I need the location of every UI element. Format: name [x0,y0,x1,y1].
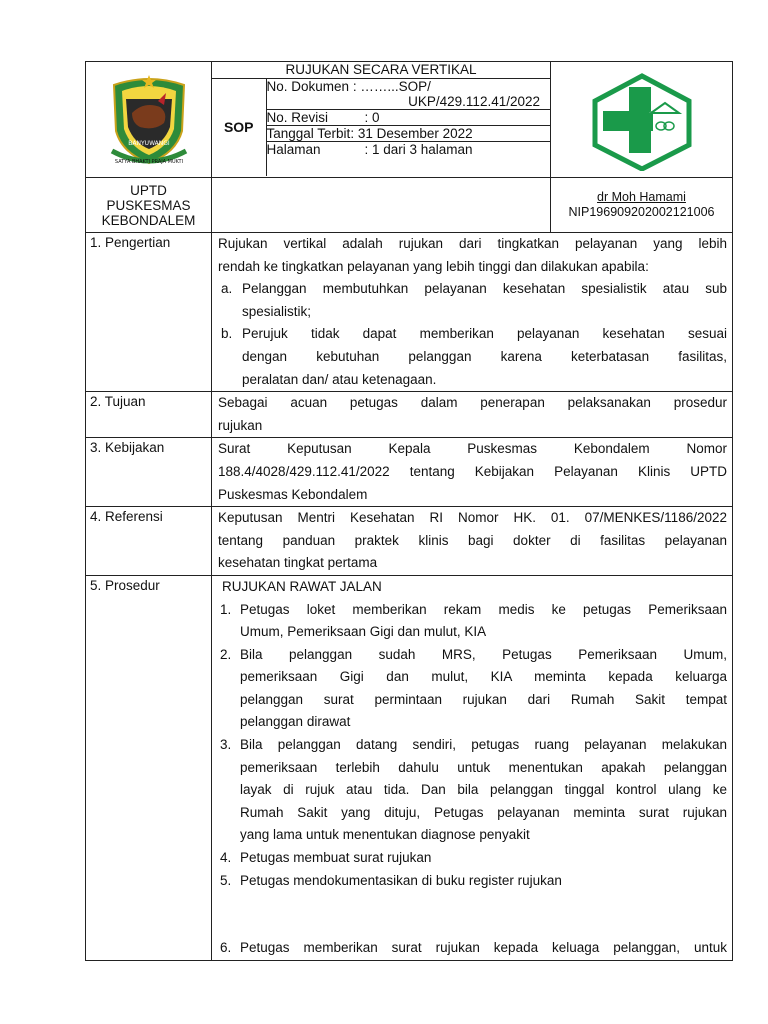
no-dokumen-row [266,78,550,109]
tujuan-line: rujukan [218,417,263,433]
halaman-value: : 1 dari 3 halaman [364,141,473,157]
list-marker: a. [221,281,233,297]
section-label-referensi: 4. Referensi [86,507,212,576]
header-info-cell [212,62,551,178]
org-cell [86,178,212,233]
blank-gap [218,892,727,937]
list-marker: 2. [220,646,232,662]
kebijakan-line: Puskesmas Kebondalem [218,486,368,502]
seal-text-bottom: SATYA BHAKTI PRAJA MUKTI [114,159,183,165]
list-item-line: Bila pelanggan sudah MRS, Petugas Pemeriksaan Umum, [240,646,727,662]
section-label-kebijakan: 3. Kebijakan [86,438,212,507]
section-label-pengertian: 1. Pengertian [86,233,212,392]
section-body-pengertian [212,233,733,392]
list-item [218,599,727,644]
list-item [218,278,727,323]
no-dokumen-label: No. Dokumen [266,78,350,94]
list-item-line: Petugas mendokumentasikan di buku register rujukan [240,872,562,888]
list-marker: 5. [220,872,232,888]
list-item-line: peralatan dan/ atau ketenagaan. [242,371,437,387]
list-item-line: Petugas loket memberikan rekam medis ke petugas Pemeriksaan [240,601,727,617]
list-marker: 4. [220,850,232,866]
no-revisi-row [266,109,550,125]
signer-name: dr Moh Hamami [597,190,686,204]
section-body-prosedur [212,575,733,960]
list-item [218,323,727,391]
list-item-line: Perujuk tidak dapat memberikan pelayanan kesehatan sesuai [242,326,727,342]
section-body-referensi [212,507,733,576]
list-item-line: pemeriksaan terlebih dahulu untuk menentukan apakah pelanggan [240,759,727,775]
list-item-line: spesialistik; [242,303,312,319]
no-dokumen-value-2: UKP/429.112.41/2022 [408,93,540,109]
list-item-line: yang lama untuk menentukan diagnose penyakit [240,827,530,843]
section-label-tujuan: 2. Tujuan [86,392,212,438]
referensi-line: tentang panduan praktek klinis bagi dokter di fasilitas pelayanan [218,532,727,548]
sop-label: SOP [212,78,266,176]
seal-cell [86,62,212,178]
org-line-1: UPTD [130,183,167,198]
list-item-line: Bila pelanggan datang sendiri, petugas ruang pelayanan melakukan [240,737,727,753]
kebijakan-line: 188.4/4028/429.112.41/2022 tentang Kebijakan Pelayanan Klinis UPTD [218,463,727,479]
prosedur-heading: RUJUKAN RAWAT JALAN [222,578,382,594]
list-item [218,847,727,870]
list-item-line: Petugas membuat surat rujukan [240,850,432,866]
puskesmas-logo-icon [589,73,695,171]
org-line-2: PUSKESMAS [106,198,191,213]
kebijakan-line: Surat Keputusan Kepala Puskesmas Kebondalem Nomor [218,441,727,457]
list-item [218,937,727,960]
document-title: RUJUKAN SECARA VERTIKAL [212,62,550,78]
tanggal-terbit-value: : 31 Desember 2022 [350,125,473,141]
pengertian-line: rendah ke tingkatkan pelayanan yang lebih tinggi dan dilakukan apabila: [218,258,649,274]
seal-text-top: BANYUWANGI [127,140,170,147]
list-marker: 1. [220,601,232,617]
header-info-table [212,62,550,176]
no-revisi-value: : 0 [364,109,380,125]
logo-cell [551,62,733,178]
section-body-tujuan [212,392,733,438]
signer-cell [551,178,733,233]
list-item-line: pemeriksaan Gigi dan mulut, KIA meminta kepada keluarga [240,669,727,685]
referensi-line: kesehatan tingkat pertama [218,555,378,571]
list-item [218,644,727,734]
list-marker: b. [221,326,233,342]
halaman-row [266,141,550,176]
list-item [218,734,727,847]
org-line-3: KEBONDALEM [101,213,196,228]
list-item-line: dengan kebutuhan pelanggan karena keterbatasan fasilitas, [242,348,727,364]
pengertian-line: Rujukan vertikal adalah rujukan dari tingkatkan pelayanan yang lebih [218,236,727,251]
sop-table [85,61,733,961]
section-label-prosedur: 5. Prosedur [86,575,212,960]
banyuwangi-seal-icon [104,71,194,171]
list-item-line: Pelanggan membutuhkan pelayanan kesehatan spesialistik atau sub [242,281,727,297]
list-item-line: pelanggan dirawat [240,714,351,730]
tanggal-terbit-label: Tanggal Terbit [266,125,351,141]
list-marker: 6. [220,940,232,956]
halaman-label: Halaman [266,141,321,157]
no-revisi-label: No. Revisi [266,109,329,125]
tanggal-terbit-row [266,125,550,141]
signer-nip: NIP196909202002121006 [568,205,715,219]
tujuan-line: Sebagai acuan petugas dalam penerapan pelaksanakan prosedur [218,395,727,411]
list-item-line: Umum, Pemeriksaan Gigi dan mulut, KIA [240,624,487,640]
list-marker: 3. [220,737,232,753]
list-item-line: layak di rujuk atau tida. Dan bila pelanggan tinggal kontrol ulang ke [240,782,727,798]
referensi-line: Keputusan Mentri Kesehatan RI Nomor HK. 01. 07/MENKES/1186/2022 [218,510,727,526]
list-item-line: Rumah Sakit yang dituju, Petugas pelayanan meminta surat rujukan [240,804,727,820]
list-item-line: pelanggan surat permintaan rujukan dari Rumah Sakit tempat [240,691,727,707]
section-body-kebijakan [212,438,733,507]
no-dokumen-value: : ……...SOP/ [352,78,431,94]
list-item [218,870,727,893]
list-item-line: Petugas memberikan surat rujukan kepada keluaga pelanggan, untuk [240,940,727,956]
empty-signature-space [212,178,551,233]
